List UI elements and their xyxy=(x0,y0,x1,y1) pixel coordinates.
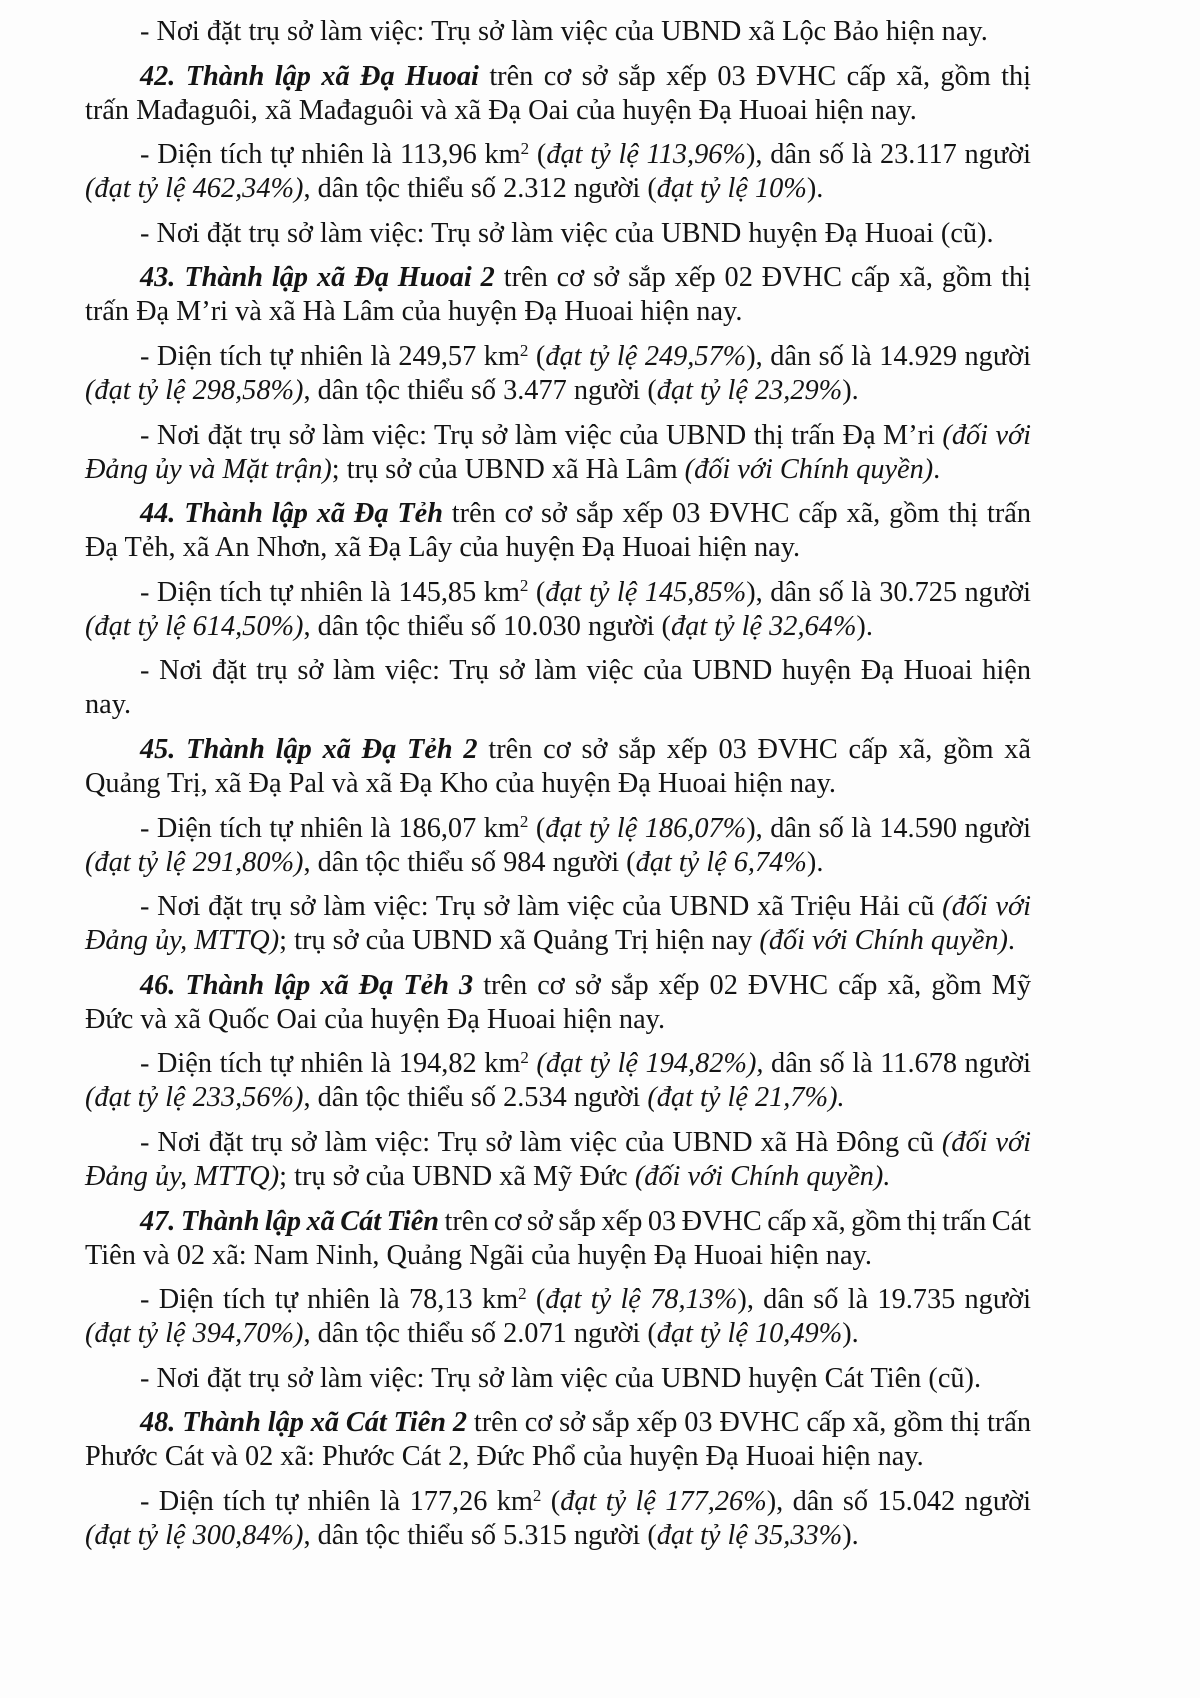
emphasis-text: đạt tỷ lệ 78,13% xyxy=(545,1284,738,1316)
body-text: trên cơ sở sắp xếp 03 ĐVHC cấp xã, gồm thị trấn xyxy=(467,1407,1032,1439)
line-content xyxy=(85,531,800,565)
text-line xyxy=(85,1160,1031,1194)
body-text: - Diện tích tự nhiên là 78,13 km xyxy=(140,1284,519,1316)
emphasis-text: (đạt tỷ lệ 291,80%) xyxy=(85,846,304,878)
text-line xyxy=(85,924,1031,958)
body-text: dân số là 11.678 người xyxy=(763,1048,1032,1080)
line-content xyxy=(140,576,1031,610)
paragraph xyxy=(85,497,1031,565)
text-line xyxy=(85,138,1031,172)
text-line xyxy=(85,340,1031,374)
line-content xyxy=(140,60,1031,94)
section-heading: 46. Thành lập xã Đạ Tẻh 3 xyxy=(140,969,474,1001)
body-text: ). xyxy=(842,374,859,406)
body-text: ). xyxy=(856,610,873,642)
superscript: 2 xyxy=(520,1047,529,1067)
emphasis-text: đạt tỷ lệ 23,29% xyxy=(656,374,843,406)
line-content xyxy=(85,610,873,644)
body-text: , dân tộc thiểu số 2.071 người ( xyxy=(303,1318,657,1350)
line-content xyxy=(140,890,1031,924)
emphasis-text: (đạt tỷ lệ 462,34%) xyxy=(85,173,304,205)
body-text: trấn Mađaguôi, xã Mađaguôi và xã Đạ Oai của huyện Đạ Huoai hiện nay. xyxy=(85,94,917,126)
paragraph xyxy=(85,1126,1031,1194)
text-line xyxy=(85,1519,1031,1553)
superscript: 2 xyxy=(519,812,529,832)
paragraph xyxy=(85,217,1031,251)
emphasis-text: (đối với xyxy=(942,891,1031,923)
emphasis-text: đạt tỷ lệ 35,33% xyxy=(656,1519,843,1551)
line-content xyxy=(140,1283,1031,1317)
paragraph xyxy=(85,15,1031,49)
emphasis-text: đạt tỷ lệ 249,57% xyxy=(545,340,747,372)
text-line xyxy=(85,261,1031,295)
text-line xyxy=(85,1081,1031,1115)
body-text: ). xyxy=(842,1519,859,1551)
emphasis-text: (đạt tỷ lệ 300,84%) xyxy=(85,1519,304,1551)
paragraph xyxy=(85,1047,1031,1115)
superscript: 2 xyxy=(520,138,530,158)
line-content xyxy=(140,733,1031,767)
text-line xyxy=(85,1047,1031,1081)
section-heading: 45. Thành lập xã Đạ Tẻh 2 xyxy=(140,733,478,765)
line-content xyxy=(140,419,1031,453)
line-content xyxy=(85,1081,845,1115)
body-text: trấn Đạ M’ri và xã Hà Lâm của huyện Đạ Huoai hiện nay. xyxy=(85,296,743,328)
text-line xyxy=(85,172,1031,206)
body-text: - Diện tích tự nhiên là 145,85 km xyxy=(140,576,520,608)
emphasis-text: Đảng ủy, MTTQ) xyxy=(85,925,280,957)
body-text: ), dân số là 14.929 người xyxy=(746,340,1031,372)
emphasis-text: (đạt tỷ lệ 394,70%) xyxy=(85,1318,304,1350)
line-content xyxy=(140,497,1031,531)
line-content xyxy=(85,1003,665,1037)
text-line xyxy=(85,497,1031,531)
emphasis-text: (đạt tỷ lệ 233,56%) xyxy=(85,1082,304,1114)
body-text: ( xyxy=(528,340,546,372)
body-text: ; trụ sở của UBND xã Quảng Trị hiện nay xyxy=(279,925,760,957)
body-text: . xyxy=(933,453,941,485)
emphasis-text: đạt tỷ lệ 113,96% xyxy=(546,139,746,171)
text-line xyxy=(85,1317,1031,1351)
text-line xyxy=(85,733,1031,767)
paragraph xyxy=(85,1485,1031,1553)
emphasis-text: (đạt tỷ lệ 298,58%) xyxy=(85,374,304,406)
superscript: 2 xyxy=(518,1283,527,1303)
line-content xyxy=(85,453,940,487)
paragraph xyxy=(85,1362,1031,1396)
body-text: , dân tộc thiểu số 3.477 người ( xyxy=(303,374,657,406)
emphasis-text: đạt tỷ lệ 6,74% xyxy=(635,846,807,878)
body-text: , dân tộc thiểu số 10.030 người ( xyxy=(303,610,671,642)
body-text: ; trụ sở của UBND xã Hà Lâm xyxy=(331,453,685,485)
body-text: - Diện tích tự nhiên là 113,96 km xyxy=(140,139,521,171)
emphasis-text: (đối với xyxy=(941,1126,1031,1158)
line-content xyxy=(140,261,1031,295)
line-content xyxy=(85,374,859,408)
section-heading: 43. Thành lập xã Đạ Huoai 2 xyxy=(140,262,495,294)
line-content xyxy=(85,94,917,128)
line-content xyxy=(140,340,1031,374)
body-text: ( xyxy=(526,1284,546,1316)
body-text: - Nơi đặt trụ sở làm việc: Trụ sở làm việc của UBND thị trấn Đạ M’ri xyxy=(140,419,943,451)
paragraph xyxy=(85,576,1031,644)
line-content xyxy=(85,295,742,329)
body-text: , dân tộc thiểu số 2.534 người xyxy=(303,1082,648,1114)
paragraph xyxy=(85,654,1031,722)
line-content xyxy=(140,1406,1031,1440)
body-text: , dân tộc thiểu số 984 người ( xyxy=(303,846,636,878)
body-text: . xyxy=(1007,925,1015,957)
body-text: Đạ Tẻh, xã An Nhơn, xã Đạ Lây của huyện Đạ Huoai hiện nay. xyxy=(85,532,801,564)
paragraph xyxy=(85,1283,1031,1351)
text-line xyxy=(85,767,1031,801)
paragraph xyxy=(85,138,1031,206)
text-line xyxy=(85,654,1031,688)
body-text: - Diện tích tự nhiên là 249,57 km xyxy=(140,340,520,372)
line-content xyxy=(140,217,994,251)
line-content xyxy=(140,654,1031,688)
line-content xyxy=(85,1317,859,1351)
text-line xyxy=(85,1205,1031,1239)
body-text: - Nơi đặt trụ sở làm việc: Trụ sở làm việc của UBND huyện Cát Tiên (cũ). xyxy=(140,1362,982,1394)
text-line xyxy=(85,610,1031,644)
body-text: trên cơ sở sắp xếp 03 ĐVHC cấp xã, gồm thị trấn Cát xyxy=(439,1205,1031,1237)
emphasis-text: (đối với xyxy=(942,419,1031,451)
body-text: ; trụ sở của UBND xã Mỹ Đức xyxy=(279,1160,635,1192)
line-content xyxy=(85,1160,890,1194)
body-text: trên cơ sở sắp xếp 02 ĐVHC cấp xã, gồm thị xyxy=(494,262,1031,294)
line-content xyxy=(85,767,836,801)
text-line xyxy=(85,419,1031,453)
body-text: ). xyxy=(806,173,824,205)
body-text: ). xyxy=(842,1318,859,1350)
line-content xyxy=(85,1239,872,1273)
text-line xyxy=(85,969,1031,1003)
line-content xyxy=(85,1519,859,1553)
line-content xyxy=(85,924,1015,958)
superscript: 2 xyxy=(532,1485,542,1505)
body-text: , dân tộc thiểu số 5.315 người ( xyxy=(303,1519,657,1551)
text-line xyxy=(85,846,1031,880)
paragraph xyxy=(85,1205,1031,1273)
text-line xyxy=(85,1362,1031,1396)
line-content xyxy=(85,172,823,206)
paragraph xyxy=(85,60,1031,128)
text-line xyxy=(85,1440,1031,1474)
body-text: ( xyxy=(541,1485,561,1517)
emphasis-text: (đối với Chính quyền) xyxy=(759,925,1008,957)
section-heading: 44. Thành lập xã Đạ Tẻh xyxy=(140,498,443,530)
line-content xyxy=(85,846,823,880)
body-text: Phước Cát và 02 xã: Phước Cát 2, Đức Phổ của huyện Đạ Huoai hiện nay. xyxy=(85,1441,924,1473)
body-text: - Nơi đặt trụ sở làm việc: Trụ sở làm việc của UBND xã Triệu Hải cũ xyxy=(140,891,943,923)
line-content xyxy=(140,1362,981,1396)
emphasis-text: đạt tỷ lệ 186,07% xyxy=(545,812,747,844)
paragraph xyxy=(85,890,1031,958)
text-line xyxy=(85,453,1031,487)
body-text: ). xyxy=(806,846,824,878)
superscript: 2 xyxy=(519,576,529,596)
text-line xyxy=(85,890,1031,924)
body-text: - Nơi đặt trụ sở làm việc: Trụ sở làm việc của UBND xã Hà Đông cũ xyxy=(140,1126,942,1158)
body-text: - Diện tích tự nhiên là 186,07 km xyxy=(140,812,520,844)
text-line xyxy=(85,1003,1031,1037)
emphasis-text: Đảng ủy và Mặt trận) xyxy=(85,453,332,485)
text-line xyxy=(85,688,1031,722)
body-text: - Nơi đặt trụ sở làm việc: Trụ sở làm việc của UBND xã Lộc Bảo hiện nay. xyxy=(140,16,988,47)
superscript: 2 xyxy=(519,340,529,360)
text-line xyxy=(85,576,1031,610)
paragraph xyxy=(85,419,1031,487)
emphasis-text: đạt tỷ lệ 10,49% xyxy=(656,1318,843,1350)
text-line xyxy=(85,94,1031,128)
emphasis-text: (đối với Chính quyền) xyxy=(684,453,934,485)
body-text: - Nơi đặt trụ sở làm việc: Trụ sở làm việc của UBND huyện Đạ Huoai (cũ). xyxy=(140,217,994,249)
text-line xyxy=(85,1126,1031,1160)
line-content xyxy=(140,1485,1031,1519)
emphasis-text: (đạt tỷ lệ 614,50%) xyxy=(85,610,304,642)
body-text: ( xyxy=(528,576,546,608)
text-line xyxy=(85,1485,1031,1519)
emphasis-text: đạt tỷ lệ 10% xyxy=(656,173,807,205)
line-content xyxy=(85,688,131,722)
line-content xyxy=(85,1440,924,1474)
body-text: ), dân số là 30.725 người xyxy=(746,576,1031,608)
paragraph xyxy=(85,340,1031,408)
body-text: , dân tộc thiểu số 2.312 người ( xyxy=(303,173,657,205)
body-text: trên cơ sở sắp xếp 03 ĐVHC cấp xã, gồm xã xyxy=(477,733,1031,765)
body-text: Đức và xã Quốc Oai của huyện Đạ Huoai hiện nay. xyxy=(85,1003,666,1035)
body-text: ), dân số là 23.117 người xyxy=(745,139,1031,171)
text-line xyxy=(85,217,1031,251)
body-text: Quảng Trị, xã Đạ Pal và xã Đạ Kho của huyện Đạ Huoai hiện nay. xyxy=(85,767,836,799)
paragraph xyxy=(85,733,1031,801)
emphasis-text: (đạt tỷ lệ 21,7%). xyxy=(647,1082,845,1114)
body-text: trên cơ sở sắp xếp 03 ĐVHC cấp xã, gồm thị xyxy=(478,60,1031,92)
paragraph xyxy=(85,261,1031,329)
emphasis-text: (đạt tỷ lệ 194,82%), xyxy=(528,1048,764,1080)
text-line xyxy=(85,295,1031,329)
text-line xyxy=(85,1406,1031,1440)
body-text: trên cơ sở sắp xếp 03 ĐVHC cấp xã, gồm thị trấn xyxy=(442,498,1032,530)
emphasis-text: đạt tỷ lệ 177,26% xyxy=(560,1485,767,1517)
section-heading: 48. Thành lập xã Cát Tiên 2 xyxy=(140,1407,468,1439)
body-text: nay. xyxy=(85,689,132,721)
section-heading: 47. Thành lập xã Cát Tiên xyxy=(140,1205,440,1237)
emphasis-text: Đảng ủy, MTTQ) xyxy=(85,1160,280,1192)
paragraph xyxy=(85,1406,1031,1474)
body-text: ), dân số là 19.735 người xyxy=(737,1284,1031,1316)
line-content xyxy=(140,1205,1031,1239)
text-line xyxy=(85,374,1031,408)
body-text: ), dân số 15.042 người xyxy=(766,1485,1031,1517)
emphasis-text: đạt tỷ lệ 32,64% xyxy=(670,610,857,642)
body-text: - Diện tích tự nhiên là 194,82 km xyxy=(140,1048,521,1080)
text-line xyxy=(85,1239,1031,1273)
body-text: ( xyxy=(528,812,546,844)
text-line xyxy=(85,15,1031,49)
body-text: ), dân số là 14.590 người xyxy=(746,812,1031,844)
section-heading: 42. Thành lập xã Đạ Huoai xyxy=(140,60,479,92)
body-text: - Diện tích tự nhiên là 177,26 km xyxy=(140,1485,533,1517)
line-content xyxy=(140,969,1031,1003)
paragraph xyxy=(85,969,1031,1037)
text-line xyxy=(85,60,1031,94)
body-text: - Nơi đặt trụ sở làm việc: Trụ sở làm việc của UBND huyện Đạ Huoai hiện xyxy=(140,655,1031,687)
text-line xyxy=(85,531,1031,565)
body-text: trên cơ sở sắp xếp 02 ĐVHC cấp xã, gồm Mỹ xyxy=(473,969,1031,1001)
paragraph xyxy=(85,812,1031,880)
line-content xyxy=(140,812,1031,846)
text-line xyxy=(85,812,1031,846)
line-content xyxy=(140,1047,1031,1081)
document-body xyxy=(85,15,1031,1563)
line-content xyxy=(140,15,988,49)
line-content xyxy=(140,138,1031,172)
emphasis-text: (đối với Chính quyền). xyxy=(634,1160,891,1192)
body-text: Tiên và 02 xã: Nam Ninh, Quảng Ngãi của huyện Đạ Huoai hiện nay. xyxy=(85,1239,872,1271)
line-content xyxy=(140,1126,1031,1160)
body-text: ( xyxy=(529,139,547,171)
text-line xyxy=(85,1283,1031,1317)
emphasis-text: đạt tỷ lệ 145,85% xyxy=(545,576,747,608)
